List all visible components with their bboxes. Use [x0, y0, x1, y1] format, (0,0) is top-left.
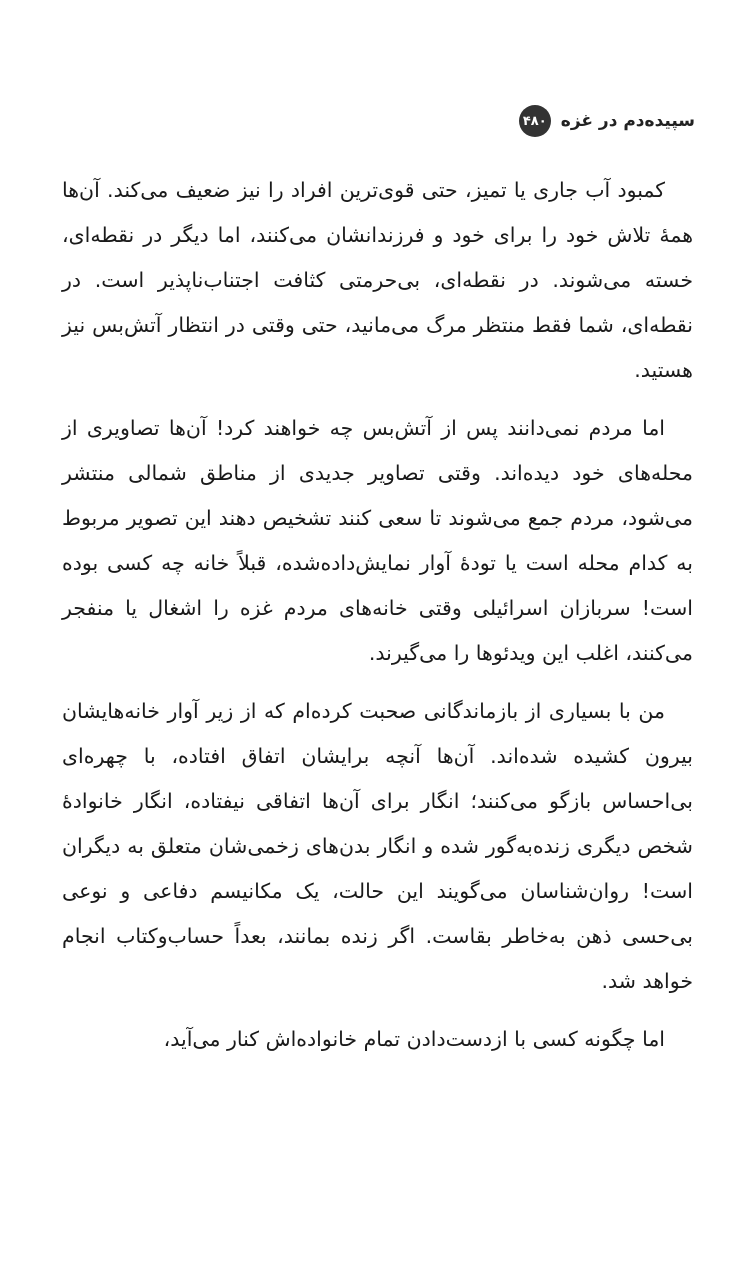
book-title: سپیده‌دم در غزه: [560, 111, 695, 131]
body-text: [62, 168, 693, 1075]
paragraph-3: من با بسیاری از بازماندگانی صحبت کرده‌ام که از زیر آوار خانه‌هایشان بیرون کشیده شده‌اند. آن‌ها آنچه برایشان اتفاق افتاده، با چهره‌ای بی‌احساس بازگو می‌کنند؛ انگار برای آن‌ها اتفاقی نیفتاده، انگار خانوادهٔ شخص دیگری زنده‌به‌گور شده و انگار بدن‌های زخمی‌شان متعلق به دیگران است! روان‌شناسان می‌گویند این حالت، یک مکانیسم دفاعی و نوعی بی‌حسی ذهن به‌خاطر بقاست. اگر زنده بمانند، بعداً حساب‌وکتاب انجام خواهد شد.: [62, 699, 693, 993]
paragraph-4: اما چگونه کسی با ازدست‌دادن تمام خانواده‌اش کنار می‌آید،: [163, 1027, 665, 1051]
page-number-badge: ۴۸۰: [519, 105, 551, 137]
paragraph-1: کمبود آب جاری یا تمیز، حتی قوی‌ترین افراد را نیز ضعیف می‌کند. آن‌ها همهٔ تلاش خود را برای خود و فرزندانشان می‌کنند، اما دیگر در نقطه‌ای، خسته می‌شوند. در نقطه‌ای، بی‌حرمتی کثافت اجتناب‌ناپذیر است. در نقطه‌ای، شما فقط منتظر مرگ می‌مانید، حتی وقتی در انتظار آتش‌بس نیز هستید.: [62, 178, 693, 382]
paragraph-2: اما مردم نمی‌دانند پس از آتش‌بس چه خواهند کرد! آن‌ها تصاویری از محله‌های خود دیده‌اند. وقتی تصاویر جدیدی از مناطق شمالی منتشر می‌شود، مردم جمع می‌شوند تا سعی کنند تشخیص دهند این تصویر مربوط به کدام محله است یا تودهٔ آوار نمایش‌داده‌شده، قبلاً خانه چه کسی بوده است! سربازان اسرائیلی وقتی خانه‌های مردم غزه را اشغال یا منفجر می‌کنند، اغلب این ویدئوها را می‌گیرند.: [62, 416, 693, 665]
running-header: [519, 104, 695, 138]
